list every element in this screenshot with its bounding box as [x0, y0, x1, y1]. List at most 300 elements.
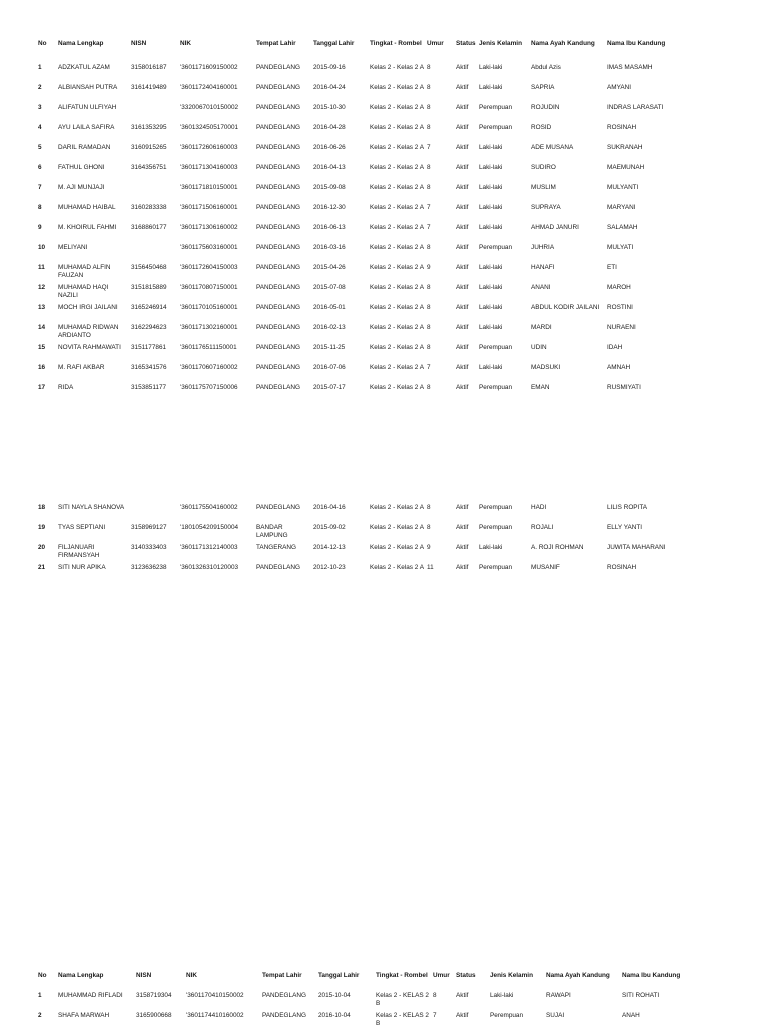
- cell-tempat: PANDEGLANG: [256, 144, 300, 151]
- cell-nik: '3601171810150001: [180, 184, 238, 191]
- table-row: [0, 124, 768, 140]
- cell-jk: Laki-laki: [479, 184, 503, 191]
- cell-tgl: 2015-07-17: [313, 384, 346, 391]
- cell-nama: SHAFA MARWAH: [58, 1012, 110, 1019]
- cell-nik: '3601171312140003: [180, 544, 238, 551]
- cell-status: Aktif: [456, 1012, 469, 1019]
- cell-umur: 8: [427, 184, 431, 191]
- cell-tempat: PANDEGLANG: [262, 992, 306, 999]
- table-row: [0, 224, 768, 240]
- header-jenis-kelamin: Jenis Kelamin: [490, 972, 533, 979]
- cell-tempat: PANDEGLANG: [262, 1012, 306, 1019]
- table-row: [0, 284, 768, 300]
- cell-tgl: 2016-12-30: [313, 204, 346, 211]
- cell-tgl: 2015-07-08: [313, 284, 346, 291]
- cell-jk: Laki-laki: [479, 544, 503, 551]
- table-row: [0, 364, 768, 380]
- cell-umur: 8: [427, 244, 431, 251]
- cell-nik: '1801054209150004: [180, 524, 239, 531]
- cell-jk: Perempuan: [490, 1012, 524, 1019]
- cell-tgl: 2015-04-26: [313, 264, 346, 271]
- table-row: [0, 244, 768, 260]
- header-nama-ayah: Nama Ayah Kandung: [531, 40, 595, 47]
- cell-tingkat: Kelas 2 - Kelas 2 A: [370, 84, 424, 91]
- cell-nama: SITI NAYLA SHANOVA: [58, 504, 125, 511]
- cell-nisn: 3168860177: [131, 224, 167, 231]
- cell-jk: Perempuan: [479, 564, 513, 571]
- cell-ibu: MARYANI: [607, 204, 636, 211]
- cell-jk: Laki-laki: [479, 164, 503, 171]
- cell-no: 17: [38, 384, 46, 391]
- cell-nik: '3601171506160001: [180, 204, 238, 211]
- cell-nik: '3601171306160002: [180, 224, 238, 231]
- cell-ayah: Abdul Azis: [531, 64, 561, 71]
- cell-status: Aktif: [456, 364, 469, 371]
- header-tempat-lahir: Tempat Lahir: [256, 40, 296, 47]
- cell-tgl: 2015-11-25: [313, 344, 346, 351]
- table-row: [0, 344, 768, 360]
- cell-tingkat: Kelas 2 - Kelas 2 A: [370, 564, 424, 571]
- cell-nik: '3601172606160003: [180, 144, 238, 151]
- table-row: [0, 324, 768, 340]
- cell-status: Aktif: [456, 84, 469, 91]
- cell-tingkat: Kelas 2 - Kelas 2 A: [370, 524, 424, 531]
- cell-umur: 8: [427, 524, 431, 531]
- cell-nik: '3601171304160003: [180, 164, 238, 171]
- cell-jk: Laki-laki: [490, 992, 514, 999]
- cell-jk: Perempuan: [479, 504, 513, 511]
- cell-ibu: INDRAS LARASATI: [607, 104, 664, 111]
- cell-nisn: 3160283338: [131, 204, 167, 211]
- cell-status: Aktif: [456, 124, 469, 131]
- cell-status: Aktif: [456, 324, 469, 331]
- cell-tempat: PANDEGLANG: [256, 244, 300, 251]
- cell-jk: Perempuan: [479, 124, 513, 131]
- cell-no: 9: [38, 224, 42, 231]
- cell-nisn: 3151815889: [131, 284, 167, 291]
- cell-nama: NOVITA RAHMAWATI: [58, 344, 121, 351]
- header-umur: Umur: [433, 972, 450, 979]
- cell-tempat: PANDEGLANG: [256, 284, 300, 291]
- cell-nama: FILJANUARI FIRMANSYAH: [58, 544, 100, 559]
- cell-nik: '3601175707150006: [180, 384, 238, 391]
- cell-tingkat: Kelas 2 - Kelas 2 A: [370, 304, 424, 311]
- cell-no: 4: [38, 124, 42, 131]
- cell-ayah: RAWAPI: [546, 992, 571, 999]
- cell-umur: 7: [433, 1012, 437, 1019]
- cell-ayah: MUSANIF: [531, 564, 560, 571]
- cell-nisn: 3158719304: [136, 992, 172, 999]
- cell-ayah: ROSID: [531, 124, 552, 131]
- cell-tempat: PANDEGLANG: [256, 84, 300, 91]
- cell-nama: ALIFATUN ULFIYAH: [58, 104, 117, 111]
- cell-status: Aktif: [456, 244, 469, 251]
- cell-tingkat: Kelas 2 - Kelas 2 A: [370, 184, 424, 191]
- cell-status: Aktif: [456, 524, 469, 531]
- cell-no: 15: [38, 344, 46, 351]
- cell-tingkat: Kelas 2 - Kelas 2 A: [370, 344, 424, 351]
- cell-ibu: MAROH: [607, 284, 631, 291]
- cell-tingkat: Kelas 2 - Kelas 2 A: [370, 124, 424, 131]
- cell-status: Aktif: [456, 284, 469, 291]
- cell-ibu: ETI: [607, 264, 617, 271]
- header-umur: Umur: [427, 40, 444, 47]
- header-tingkat-rombel: Tingkat - Rombel: [370, 40, 422, 47]
- cell-ayah: ADE MUSANA: [531, 144, 574, 151]
- cell-umur: 8: [427, 324, 431, 331]
- cell-nisn: 3153851177: [131, 384, 167, 391]
- cell-status: Aktif: [456, 144, 469, 151]
- cell-ibu: IMAS MASAMH: [607, 64, 653, 71]
- table-row: [0, 64, 768, 80]
- cell-tingkat: Kelas 2 - Kelas 2 A: [370, 64, 424, 71]
- cell-status: Aktif: [456, 564, 469, 571]
- cell-nik: '3601176511150001: [180, 344, 237, 351]
- cell-jk: Laki-laki: [479, 84, 503, 91]
- cell-no: 5: [38, 144, 42, 151]
- cell-jk: Perempuan: [479, 524, 513, 531]
- cell-jk: Perempuan: [479, 344, 513, 351]
- cell-ibu: JUWITA MAHARANI: [607, 544, 666, 551]
- table-row: [0, 164, 768, 180]
- cell-nama: MUHAMAD ALFIN FAUZAN: [58, 264, 111, 279]
- cell-no: 18: [38, 504, 46, 511]
- cell-umur: 8: [427, 344, 431, 351]
- cell-nisn: 3160915265: [131, 144, 167, 151]
- cell-tingkat: Kelas 2 - Kelas 2 A: [370, 364, 424, 371]
- cell-umur: 8: [427, 504, 431, 511]
- table-row: [0, 504, 768, 520]
- cell-ayah: SAPRIA: [531, 84, 555, 91]
- table-row: [0, 544, 768, 560]
- cell-nisn: 3140333403: [131, 544, 167, 551]
- cell-tingkat: Kelas 2 - Kelas 2 A: [370, 544, 424, 551]
- cell-tingkat: Kelas 2 - Kelas 2 A: [370, 104, 424, 111]
- table-row: [0, 84, 768, 100]
- cell-tingkat: Kelas 2 - Kelas 2 A: [370, 324, 424, 331]
- cell-nama: MUHAMAD RIDWAN ARDIANTO: [58, 324, 119, 339]
- header-nama-ayah: Nama Ayah Kandung: [546, 972, 610, 979]
- cell-status: Aktif: [456, 344, 469, 351]
- cell-jk: Laki-laki: [479, 284, 503, 291]
- cell-status: Aktif: [456, 384, 469, 391]
- cell-tempat: PANDEGLANG: [256, 324, 300, 331]
- table-row: [0, 144, 768, 160]
- cell-nik: '3601170410150002: [186, 992, 244, 999]
- cell-nama: ADZKATUL AZAM: [58, 64, 110, 71]
- cell-tgl: 2015-09-02: [313, 524, 346, 531]
- cell-status: Aktif: [456, 64, 469, 71]
- cell-tgl: 2012-10-23: [313, 564, 346, 571]
- cell-status: Aktif: [456, 504, 469, 511]
- header-tempat-lahir: Tempat Lahir: [262, 972, 302, 979]
- cell-nama: DARIL RAMADAN: [58, 144, 111, 151]
- table-header: [0, 40, 768, 56]
- cell-nik: '3320067010150002: [180, 104, 239, 111]
- cell-no: 13: [38, 304, 46, 311]
- cell-ibu: ELLY YANTI: [607, 524, 643, 531]
- cell-nisn: 3165341576: [131, 364, 167, 371]
- cell-jk: Laki-laki: [479, 364, 503, 371]
- cell-tempat: PANDEGLANG: [256, 124, 300, 131]
- cell-nik: '3601175504160002: [180, 504, 238, 511]
- cell-nama: MELIYANI: [58, 244, 88, 251]
- header-tanggal-lahir: Tanggal Lahir: [313, 40, 355, 47]
- header-nama-ibu: Nama Ibu Kandung: [622, 972, 681, 979]
- cell-ibu: NURAENI: [607, 324, 636, 331]
- cell-status: Aktif: [456, 992, 469, 999]
- cell-nama: MUHAMAD HAIBAL: [58, 204, 116, 211]
- cell-umur: 11: [427, 564, 434, 571]
- cell-tgl: 2015-09-08: [313, 184, 346, 191]
- cell-nisn: 3158016187: [131, 64, 167, 71]
- cell-ayah: ROJUDIN: [531, 104, 560, 111]
- cell-ayah: MUSLIM: [531, 184, 556, 191]
- cell-tingkat: Kelas 2 - Kelas 2 A: [370, 244, 424, 251]
- cell-no: 20: [38, 544, 46, 551]
- cell-nisn: 3158969127: [131, 524, 167, 531]
- cell-nik: '3601170807150001: [180, 284, 238, 291]
- header-nama-ibu: Nama Ibu Kandung: [607, 40, 666, 47]
- table-row: [0, 992, 768, 1008]
- cell-tingkat: Kelas 2 - Kelas 2 A: [370, 144, 424, 151]
- cell-jk: Laki-laki: [479, 324, 503, 331]
- cell-nik: '3601172404160001: [180, 84, 238, 91]
- header-no: No: [38, 40, 47, 47]
- cell-ibu: IDAH: [607, 344, 623, 351]
- cell-nik: '3601172604150003: [180, 264, 238, 271]
- cell-status: Aktif: [456, 164, 469, 171]
- cell-nama: M. RAFI AKBAR: [58, 364, 105, 371]
- cell-tempat: PANDEGLANG: [256, 204, 300, 211]
- cell-status: Aktif: [456, 184, 469, 191]
- cell-jk: Laki-laki: [479, 304, 503, 311]
- cell-jk: Laki-laki: [479, 224, 503, 231]
- header-nama: Nama Lengkap: [58, 972, 104, 979]
- cell-nik: '3601170607160002: [180, 364, 238, 371]
- cell-ibu: LILIS ROPITA: [607, 504, 648, 511]
- cell-nama: M. KHOIRUL FAHMI: [58, 224, 117, 231]
- header-nisn: NISN: [136, 972, 152, 979]
- cell-nisn: 3165900668: [136, 1012, 172, 1019]
- cell-jk: Perempuan: [479, 104, 513, 111]
- header-status: Status: [456, 40, 476, 47]
- cell-nama: MOCH IRGI JAILANI: [58, 304, 118, 311]
- cell-no: 12: [38, 284, 46, 291]
- cell-ibu: MULYATI: [607, 244, 634, 251]
- cell-ayah: ROJALI: [531, 524, 554, 531]
- cell-nisn: 3151177861: [131, 344, 167, 351]
- cell-ibu: AMYANI: [607, 84, 632, 91]
- cell-ayah: JUHRIA: [531, 244, 555, 251]
- cell-tgl: 2016-04-24: [313, 84, 346, 91]
- header-nama: Nama Lengkap: [58, 40, 104, 47]
- table-row: [0, 564, 768, 580]
- cell-umur: 7: [427, 364, 431, 371]
- cell-umur: 8: [433, 992, 437, 999]
- cell-umur: 8: [427, 124, 431, 131]
- table-header: [0, 972, 768, 988]
- cell-tempat: PANDEGLANG: [256, 364, 300, 371]
- cell-tingkat: Kelas 2 - Kelas 2 A: [370, 204, 424, 211]
- cell-nama: MUHAMMAD RIFLADI: [58, 992, 123, 999]
- cell-nama: ALBIANSAH PUTRA: [58, 84, 118, 91]
- cell-ibu: ROSINAH: [607, 124, 637, 131]
- cell-no: 14: [38, 324, 46, 331]
- cell-no: 19: [38, 524, 46, 531]
- cell-ibu: ROSINAH: [607, 564, 637, 571]
- cell-status: Aktif: [456, 224, 469, 231]
- cell-umur: 9: [427, 264, 431, 271]
- cell-nisn: 3161419489: [131, 84, 167, 91]
- cell-nama: TYAS SEPTIANI: [58, 524, 106, 531]
- table-row: [0, 204, 768, 220]
- cell-tingkat: Kelas 2 - Kelas 2 A: [370, 164, 424, 171]
- cell-tempat: TANGERANG: [256, 544, 297, 551]
- cell-jk: Laki-laki: [479, 64, 503, 71]
- cell-tempat: PANDEGLANG: [256, 64, 300, 71]
- cell-tempat: PANDEGLANG: [256, 344, 300, 351]
- cell-tgl: 2015-10-30: [313, 104, 346, 111]
- cell-nik: '3601171609150002: [180, 64, 238, 71]
- cell-umur: 8: [427, 104, 431, 111]
- cell-ayah: HANAFI: [531, 264, 555, 271]
- cell-ibu: SUKRANAH: [607, 144, 643, 151]
- cell-tgl: 2016-06-26: [313, 144, 346, 151]
- cell-tempat: PANDEGLANG: [256, 564, 300, 571]
- cell-ayah: AHMAD JANURI: [531, 224, 579, 231]
- cell-tgl: 2016-10-04: [318, 1012, 351, 1019]
- header-status: Status: [456, 972, 476, 979]
- cell-nik: '3601324505170001: [180, 124, 239, 131]
- table-row: [0, 104, 768, 120]
- cell-jk: Laki-laki: [479, 204, 503, 211]
- cell-no: 2: [38, 1012, 42, 1019]
- cell-nama: SITI NUR APIKA: [58, 564, 106, 571]
- cell-ibu: SALAMAH: [607, 224, 638, 231]
- cell-ibu: MULYANTI: [607, 184, 639, 191]
- cell-nama: RIDA: [58, 384, 74, 391]
- table-row: [0, 1012, 768, 1028]
- cell-nik: '3601326310120003: [180, 564, 239, 571]
- cell-tempat: PANDEGLANG: [256, 164, 300, 171]
- cell-no: 6: [38, 164, 42, 171]
- cell-tgl: 2016-03-16: [313, 244, 346, 251]
- cell-ayah: UDIN: [531, 344, 547, 351]
- cell-status: Aktif: [456, 204, 469, 211]
- cell-nisn: 3164356751: [131, 164, 167, 171]
- cell-umur: 7: [427, 144, 431, 151]
- cell-tingkat: Kelas 2 - Kelas 2 A: [370, 224, 424, 231]
- cell-tgl: 2015-10-04: [318, 992, 351, 999]
- cell-tempat: PANDEGLANG: [256, 384, 300, 391]
- cell-tgl: 2016-05-01: [313, 304, 346, 311]
- cell-nik: '3601170105160001: [180, 304, 238, 311]
- cell-ibu: RUSMIYATI: [607, 384, 641, 391]
- cell-no: 16: [38, 364, 46, 371]
- header-nik: NIK: [180, 40, 192, 47]
- cell-tingkat: Kelas 2 - Kelas 2 A: [370, 284, 424, 291]
- cell-tingkat: Kelas 2 - Kelas 2 A: [370, 504, 424, 511]
- cell-ibu: ANAH: [622, 1012, 640, 1019]
- cell-umur: 7: [427, 204, 431, 211]
- cell-no: 7: [38, 184, 42, 191]
- cell-jk: Laki-laki: [479, 264, 503, 271]
- cell-nama: M. AJI MUNJAJI: [58, 184, 105, 191]
- cell-ayah: MARDI: [531, 324, 552, 331]
- cell-umur: 9: [427, 544, 431, 551]
- cell-nik: '3601174410160002: [186, 1012, 244, 1019]
- cell-ayah: EMAN: [531, 384, 550, 391]
- header-tanggal-lahir: Tanggal Lahir: [318, 972, 360, 979]
- cell-nik: '3601175603160001: [180, 244, 238, 251]
- cell-nisn: 3161353295: [131, 124, 167, 131]
- cell-no: 1: [38, 992, 42, 999]
- cell-no: 10: [38, 244, 46, 251]
- cell-ibu: ROSTINI: [607, 304, 633, 311]
- cell-jk: Perempuan: [479, 384, 513, 391]
- cell-no: 3: [38, 104, 42, 111]
- cell-tgl: 2016-04-16: [313, 504, 346, 511]
- cell-tempat: PANDEGLANG: [256, 304, 300, 311]
- cell-nama: FATHUL GHONI: [58, 164, 105, 171]
- cell-umur: 8: [427, 84, 431, 91]
- cell-tempat: PANDEGLANG: [256, 264, 300, 271]
- header-no: No: [38, 972, 47, 979]
- cell-ibu: MAEMUNAH: [607, 164, 645, 171]
- cell-ayah: SUJAI: [546, 1012, 565, 1019]
- cell-jk: Laki-laki: [479, 144, 503, 151]
- cell-tgl: 2016-06-13: [313, 224, 346, 231]
- cell-no: 1: [38, 64, 42, 71]
- cell-nama: MUHAMAD HAQI NAZILI: [58, 284, 109, 299]
- cell-tingkat: Kelas 2 - KELAS 2 B: [376, 992, 429, 1007]
- cell-ibu: SITI ROHATI: [622, 992, 660, 999]
- cell-tgl: 2015-09-16: [313, 64, 346, 71]
- cell-umur: 8: [427, 64, 431, 71]
- cell-tgl: 2016-04-28: [313, 124, 346, 131]
- cell-nik: '3601171302160001: [180, 324, 238, 331]
- cell-jk: Perempuan: [479, 244, 513, 251]
- cell-tingkat: Kelas 2 - Kelas 2 A: [370, 384, 424, 391]
- cell-ayah: ANANI: [531, 284, 551, 291]
- table-row: [0, 384, 768, 400]
- cell-nisn: 3165246914: [131, 304, 167, 311]
- cell-tempat: PANDEGLANG: [256, 184, 300, 191]
- cell-no: 11: [38, 264, 45, 271]
- cell-ayah: A. ROJI ROHMAN: [531, 544, 584, 551]
- header-nisn: NISN: [131, 40, 147, 47]
- cell-status: Aktif: [456, 264, 469, 271]
- cell-umur: 8: [427, 384, 431, 391]
- cell-nisn: 3123636238: [131, 564, 167, 571]
- cell-umur: 8: [427, 164, 431, 171]
- cell-tempat: BANDAR LAMPUNG: [256, 524, 288, 539]
- cell-ayah: ABDUL KODIR JAILANI: [531, 304, 600, 311]
- table-row: [0, 184, 768, 200]
- header-nik: NIK: [186, 972, 198, 979]
- cell-umur: 8: [427, 284, 431, 291]
- cell-tgl: 2014-12-13: [313, 544, 346, 551]
- cell-tgl: 2016-07-06: [313, 364, 346, 371]
- cell-no: 21: [38, 564, 46, 571]
- cell-ayah: MADSUKI: [531, 364, 561, 371]
- header-jenis-kelamin: Jenis Kelamin: [479, 40, 522, 47]
- cell-nama: AYU LAILA SAFIRA: [58, 124, 115, 131]
- cell-umur: 7: [427, 224, 431, 231]
- cell-tempat: PANDEGLANG: [256, 224, 300, 231]
- cell-tingkat: Kelas 2 - Kelas 2 A: [370, 264, 424, 271]
